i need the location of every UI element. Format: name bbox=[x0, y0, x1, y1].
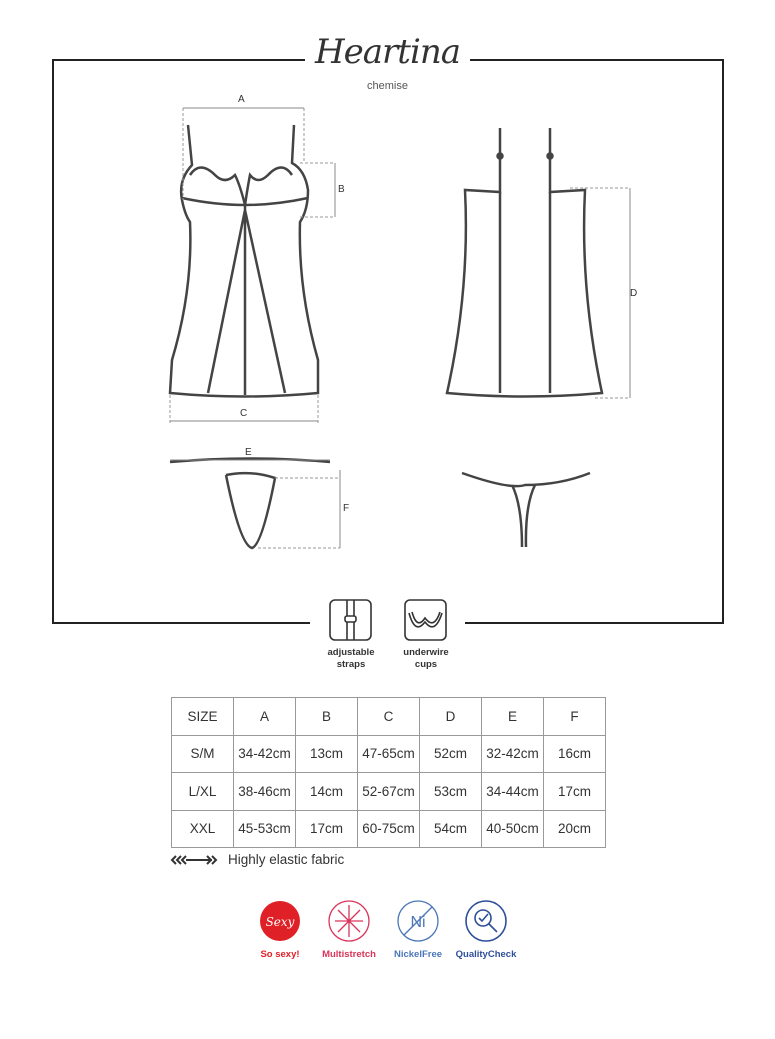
cell: 45-53cm bbox=[234, 810, 296, 848]
header-cell: D bbox=[420, 698, 482, 736]
dim-label-c: C bbox=[240, 408, 248, 419]
header-cell: C bbox=[358, 698, 420, 736]
dim-label-e: E bbox=[245, 447, 252, 458]
thong-front bbox=[170, 459, 330, 549]
header-cell: F bbox=[544, 698, 606, 736]
thong-back bbox=[462, 473, 590, 547]
cell: 47-65cm bbox=[358, 735, 420, 773]
badge-nickelfree: NickelFree bbox=[393, 949, 443, 960]
table-row bbox=[172, 773, 606, 811]
chemise-back bbox=[447, 128, 602, 397]
dim-label-b: B bbox=[338, 184, 345, 195]
cell: 20cm bbox=[544, 810, 606, 848]
cell: S/M bbox=[172, 735, 234, 773]
header-cell: A bbox=[234, 698, 296, 736]
feature-adjustable-straps: adjustable straps bbox=[327, 647, 375, 670]
cell: 34-44cm bbox=[482, 773, 544, 811]
header-cell: E bbox=[482, 698, 544, 736]
cell: XXL bbox=[172, 810, 234, 848]
cell: 52-67cm bbox=[358, 773, 420, 811]
dim-label-f: F bbox=[343, 503, 350, 514]
cell: 14cm bbox=[296, 773, 358, 811]
badge-multistretch: Multistretch bbox=[322, 949, 376, 960]
cell: 40-50cm bbox=[482, 810, 544, 848]
product-type: chemise bbox=[367, 80, 408, 92]
cell: L/XL bbox=[172, 773, 234, 811]
table-row bbox=[172, 810, 606, 848]
cell: 38-46cm bbox=[234, 773, 296, 811]
cell: 32-42cm bbox=[482, 735, 544, 773]
dim-label-a: A bbox=[238, 94, 245, 105]
cell: 17cm bbox=[296, 810, 358, 848]
svg-text:Sexy: Sexy bbox=[265, 915, 295, 929]
cell: 60-75cm bbox=[358, 810, 420, 848]
cell: 17cm bbox=[544, 773, 606, 811]
elastic-note: Highly elastic fabric bbox=[228, 852, 345, 867]
nickel-free-icon bbox=[398, 901, 438, 941]
badge-so-sexy: So sexy! bbox=[260, 949, 300, 960]
header-cell: SIZE bbox=[172, 698, 234, 736]
brand-logo: Heartina bbox=[315, 32, 460, 72]
feature-underwire-cups: underwire cups bbox=[403, 647, 449, 670]
cell: 54cm bbox=[420, 810, 482, 848]
dim-label-d: D bbox=[630, 288, 638, 299]
badge-qualitycheck: QualityCheck bbox=[455, 949, 517, 960]
cell: 34-42cm bbox=[234, 735, 296, 773]
table-row bbox=[172, 735, 606, 773]
cell: 53cm bbox=[420, 773, 482, 811]
multistretch-icon bbox=[329, 901, 369, 941]
cell: 16cm bbox=[544, 735, 606, 773]
table-header-row bbox=[172, 698, 606, 736]
svg-text:Ni: Ni bbox=[410, 914, 426, 931]
quality-check-icon bbox=[466, 901, 506, 941]
size-table bbox=[171, 697, 606, 848]
cell: 13cm bbox=[296, 735, 358, 773]
cell: 52cm bbox=[420, 735, 482, 773]
header-cell: B bbox=[296, 698, 358, 736]
